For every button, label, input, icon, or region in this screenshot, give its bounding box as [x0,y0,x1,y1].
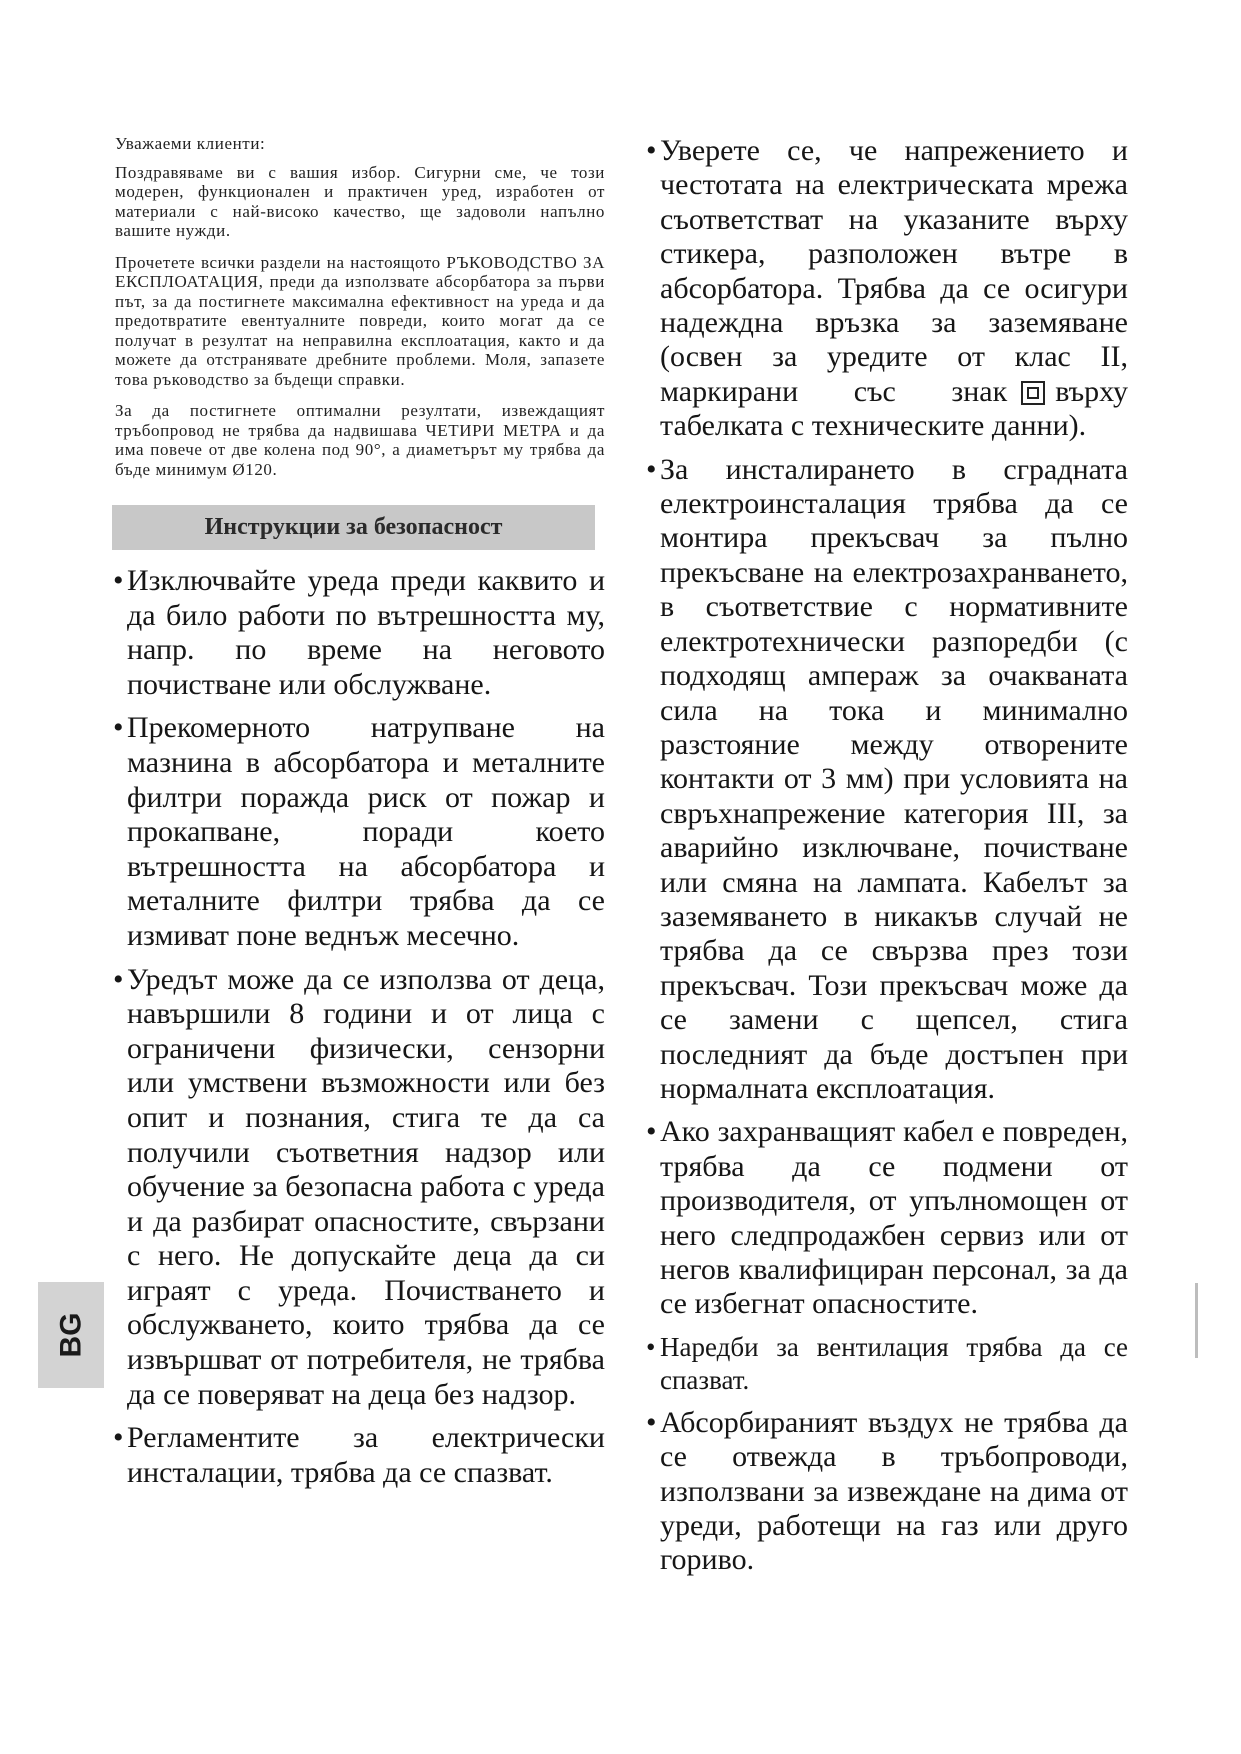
bullet-item: • Ако захранващият кабел е повреден, трябва да се подмени от производителя, от упълномощен от него следпродажбен сервиз или от негов квалифициран персонал, за да се избегнат опасностите. [648,1115,1128,1321]
bullet-text: върху табелката с техническите данни). [660,374,1128,443]
intro-paragraph: Прочетете всички раздели на настоящото РЪКОВОДСТВО ЗА ЕКСПЛОАТАЦИЯ, преди да използвате абсорбатора за първи път, за да постигнете максимална ефективност на уреда и да предотвратите евентуалните повреди, които могат да се получат в резултат на неправилна експлоатация, както и да можете да отстранявате дребните проблеми. Моля, запазете това ръководство за бъдещи справки. [115,252,605,389]
right-column [648,134,1128,1587]
bullet-item: • Прекомерното натрупване на мазнина в абсорбатора и металните филтри поражда риск от пожар и прокапване, поради което вътрешността на абсорбатора и металните филтри трябва да се измиват поне веднъж месечно. [115,711,605,953]
page-edge-mark [1195,1283,1198,1358]
bullet-item: • Регламентите за електрически инсталации, трябва да се спазват. [115,1421,605,1490]
right-bullet-list [648,134,1128,1578]
safety-section-header: Инструкции за безопасност [112,505,595,550]
class-ii-symbol-icon [1021,381,1045,405]
bullet-item: • Изключвайте уреда преди каквито и да било работи по вътрешността му, напр. по време на неговото почистване или обслужване. [115,564,605,702]
bullet-item [648,134,1128,444]
bullet-item: • Наредби за вентилация трябва да се спазват. [648,1331,1128,1397]
intro-paragraph: За да постигнете оптимални резултати, извеждащият тръбопровод не трябва да надвишава ЧЕТИРИ МЕТРА и да има повече от две колена под 90°, а диаметърът му трябва да бъде минимум Ø120. [115,401,605,479]
intro-paragraph: Поздравяваме ви с вашия избор. Сигурни сме, че този модерен, функционален и практичен уред, изработен от материали с най-високо качество, ще задоволи напълно вашите нужди. [115,162,605,240]
language-code: BG [54,1312,87,1358]
left-column [115,134,605,1499]
left-bullet-list [115,564,605,1490]
bullet-item: • Уредът може да се използва от деца, навършили 8 години и от лица с ограничени физически, сензорни или умствени възможности или без опит и познания, стига те да са получили съответния надзор или обучение за безопасна работа с уреда и да разбират опасностите, свързани с него. Не допускайте деца да си играят с уреда. Почистването и обслужването, които трябва да се извършват от потребителя, не трябва да се поверяват на деца без надзор. [115,963,605,1413]
language-tab [38,1282,104,1388]
intro-block [115,134,605,479]
greeting: Уважаеми клиенти: [115,134,266,153]
bullet-item: • За инсталирането в сградната електроинсталация трябва да се монтира прекъсвач за пълно прекъсване на електрозахранването, в съответствие с нормативните електротехнически разпоредби (с подходящ ампераж за очакваната сила на тока и минимално разстояние между отворените контакти от 3 мм) при условията на свръхнапрежение категория III, за аварийно изключване, почистване или смяна на лампата. Кабелът за заземяването в никакъв случай не трябва да се свързва през този прекъсвач. Този прекъсвач може да се замени с щепсел, стига последният да бъде достъпен при нормалната експлоатация. [648,453,1128,1107]
bullet-item: • Абсорбираният въздух не трябва да се отвежда в тръбопроводи, използвани за извеждане на дима от уреди, работещи на газ или друго гориво. [648,1406,1128,1578]
bullet-text: Уверете се, че напрежението и честотата на електрическата мрежа съответстват на указаните върху стикера, разположен вътре в абсорбатора. Трябва да се осигури надеждна връзка за заземяване (освен за уредите от клас II, маркирани със знак [660,134,1128,408]
